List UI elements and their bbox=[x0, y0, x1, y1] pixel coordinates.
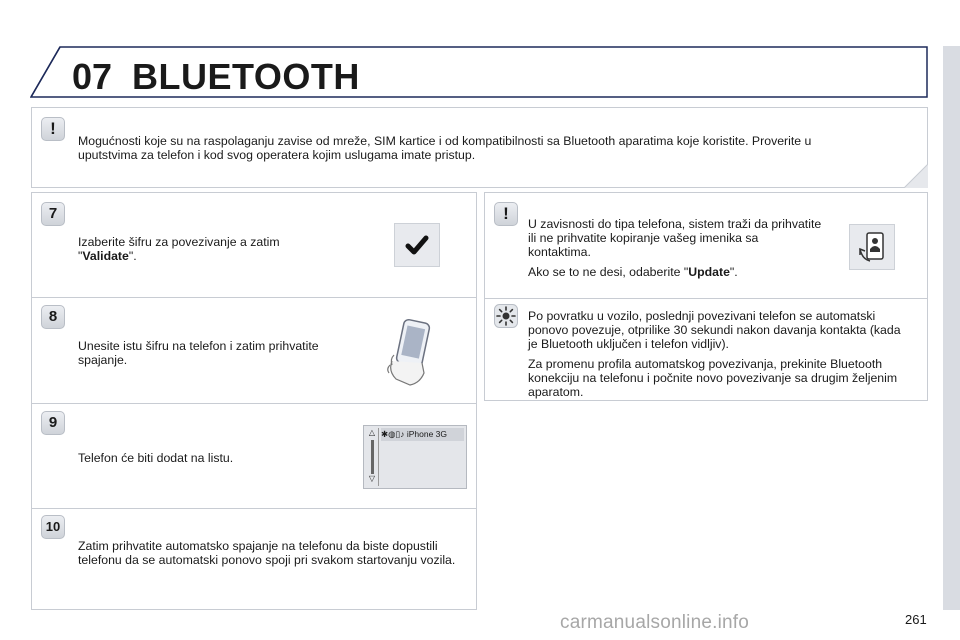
device-name: iPhone 3G bbox=[406, 429, 447, 439]
tip-note-text bbox=[528, 309, 913, 405]
warning-note-text bbox=[528, 217, 823, 285]
step-9-text: Telefon će biti dodat na listu. bbox=[78, 451, 234, 465]
row-divider bbox=[32, 403, 476, 404]
warning-note-p1: U zavisnosti do tipa telefona, sistem traži da prihvatite ili ne prihvatite kopiranje vašeg imenika sa kontaktima. bbox=[528, 217, 822, 259]
right-notes-box bbox=[484, 192, 928, 401]
phonebook-update-icon bbox=[849, 224, 895, 270]
top-note-box bbox=[31, 107, 928, 188]
step-8-text: Unesite istu šifru na telefon i zatim prihvatite spajanje. bbox=[78, 339, 319, 367]
selected-device-row bbox=[381, 428, 464, 441]
step-9-badge: 9 bbox=[41, 411, 65, 435]
validate-checkmark-icon bbox=[394, 223, 440, 267]
step-10-badge: 10 bbox=[41, 515, 65, 539]
step-7-badge: 7 bbox=[41, 202, 65, 226]
steps-box bbox=[31, 192, 477, 610]
hand-holding-phone-icon bbox=[380, 315, 448, 387]
row-divider bbox=[32, 508, 476, 509]
page-edge-strip bbox=[943, 46, 960, 610]
warning-icon: ! bbox=[494, 202, 518, 226]
warning-note-p2: Ako se to ne desi, odaberite "Update". bbox=[528, 265, 738, 279]
chapter-number: 07 bbox=[72, 56, 113, 97]
watermark-text: carmanualsonline.info bbox=[560, 612, 750, 633]
step-8-badge: 8 bbox=[41, 305, 65, 329]
row-divider bbox=[485, 298, 927, 299]
chapter-title: BLUETOOTH bbox=[132, 56, 360, 97]
device-list-screen bbox=[363, 425, 467, 489]
tip-sun-icon bbox=[494, 304, 518, 333]
top-note-text: Mogućnosti koje su na raspolaganju zavise od mreže, SIM kartice i od kompatibilnosti sa Bluetooth aparatima koje koristite. Proverite u uputstvima za telefon i kod svog operatera kojim uslugama imate pristup. bbox=[78, 134, 812, 162]
row-divider bbox=[32, 297, 476, 298]
page-curl-icon bbox=[904, 164, 928, 188]
screen-scrollbar: △ ▽ bbox=[366, 428, 379, 486]
warning-icon: ! bbox=[41, 117, 65, 141]
tip-note-p1: Po povratku u vozilo, poslednji povezivani telefon se automatski ponovo povezuje, otprilike 30 sekundi nakon davanja kontakta (kada je Bluetooth uključen i telefon vidljiv). bbox=[528, 309, 901, 351]
bluetooth-profile-icons: ✱◍▯♪ bbox=[381, 429, 407, 439]
step-7-text: Izaberite šifru za povezivanje a zatim "Validate". bbox=[78, 235, 280, 263]
page-number: 261 bbox=[905, 612, 927, 627]
step-10-text: Zatim prihvatite automatsko spajanje na telefonu da biste dopustili telefonu da se automatski ponovo spoji pri svakom startovanju vozila. bbox=[78, 539, 456, 567]
tip-note-p2: Za promenu profila automatskog povezivanja, prekinite Bluetooth konekciju na telefonu i počnite novo povezivanje sa drugim željenim aparatom. bbox=[528, 357, 898, 399]
